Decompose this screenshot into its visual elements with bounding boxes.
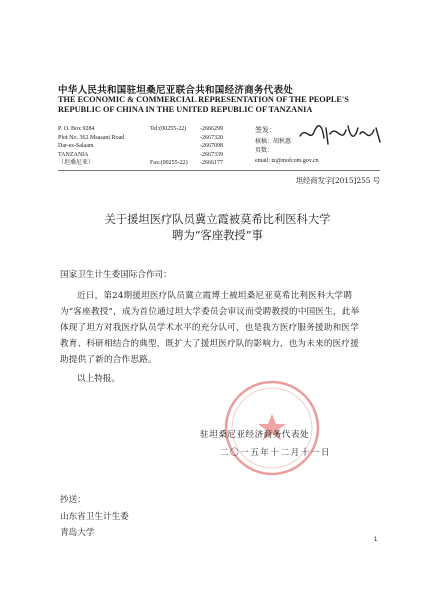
signature-date: 二〇一五年十二月十一日 (220, 448, 332, 458)
cc-block (60, 492, 129, 542)
salutation: 国家卫生计生委国际合作司： (60, 270, 172, 280)
signature-org: 驻坦桑尼亚经济商务代表处 (200, 430, 310, 440)
cc-item: 山东省卫生计生委 (60, 511, 129, 522)
phone-labels (150, 125, 200, 168)
phone-number: -2667098 (200, 143, 223, 149)
letterhead-title-cn: 中华人民共和国驻坦桑尼亚联合共和国经济商务代表处 (58, 85, 294, 96)
body-paragraph: 近日，第24期援坦医疗队员冀立霞博士被坦桑尼亚莫希比利医科大学聘为“客座教授”，成为首位通过坦大学委员会审议而受聘教授的中国医生，此举体现了坦方对我医疗队员学术水平的充分认可，也是我方医疗服务援助和医学教育、科研相结合的典型，既扩大了援坦医疗队的影响力，也为未来的医疗援助提供了新的合作思路。 (60, 291, 360, 365)
cc-label: 抄送： (60, 495, 86, 505)
document-number: 坦经商发字[2015]255 号 (295, 176, 380, 185)
email-address: email: tz@mofcom.gov.cn (255, 158, 319, 164)
title-line-2: 聘为“客座教授”事 (172, 229, 263, 242)
header-divider (58, 170, 380, 171)
title-line-1: 关于援坦医疗队员冀立霞被莫希比利医科大学 (104, 213, 331, 226)
handwritten-signature (296, 120, 386, 150)
document-title (40, 212, 395, 244)
letterhead-title-en: THE ECONOMIC & COMMERCIAL REPRESENTATION OF THE PEOPLE'S REPUBLIC OF CHINA IN THE UNITED REPUBLIC OF TANZANIA (58, 95, 349, 114)
phone-number: -2667320 (200, 134, 223, 141)
page-number: 1 (374, 537, 378, 543)
address-block (58, 125, 146, 168)
address-line: P. O. Box 9284 (58, 126, 95, 132)
phone-number: -2666299 (200, 126, 223, 132)
phone-numbers (200, 125, 242, 168)
phone-number: -2667339 (200, 151, 223, 158)
pages-label: 页数： (255, 147, 274, 154)
sign-label: 签发： (255, 126, 276, 134)
phone-number: -2666177 (200, 160, 223, 166)
checker-label: 核稿：胡秋惠 (255, 139, 292, 145)
address-line: Plot No. 362 Msasani Road (58, 134, 125, 141)
address-line: Dar-es-Salaam (58, 143, 94, 149)
tel-label: Tel:(00255-22) (150, 126, 187, 132)
cc-item: 青岛大学 (60, 528, 95, 538)
closing-line: 以上特报。 (77, 374, 120, 384)
address-line: （坦桑尼亚） (58, 160, 95, 166)
fax-label: Fax:(00255-22) (150, 160, 188, 166)
address-line: TANZANIA (58, 151, 89, 158)
